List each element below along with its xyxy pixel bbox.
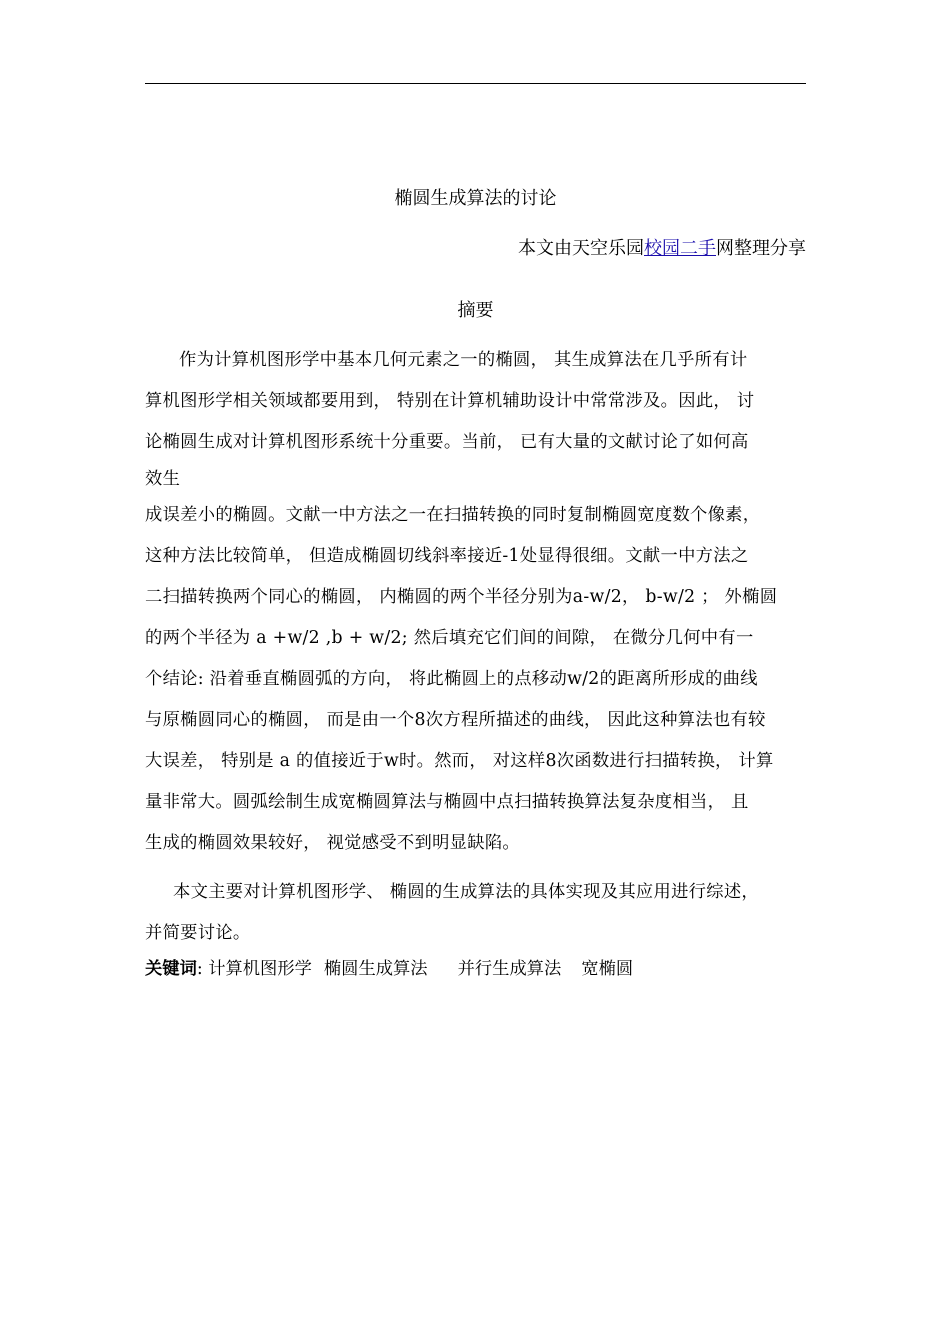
keywords-colon: :: [196, 959, 209, 979]
paragraph-line: 量非常大。圆弧绘制生成宽椭圆算法与椭圆中点扫描转换算法复杂度相当， 且: [145, 792, 749, 812]
paragraph-line: 与原椭圆同心的椭圆， 而是由一个8次方程所描述的曲线， 因此这种算法也有较: [145, 710, 766, 730]
paragraph-line: 成误差小的椭圆。文献一中方法之一在扫描转换的同时复制椭圆宽度数个像素，: [145, 505, 761, 525]
paragraph-line: 这种方法比较简单， 但造成椭圆切线斜率接近-1处显得很细。文献一中方法之: [145, 546, 749, 566]
source-line: [145, 236, 806, 262]
paragraph-line: 本文主要对计算机图形学、 椭圆的生成算法的具体实现及其应用进行综述，: [173, 882, 759, 902]
keyword: 并行生成算法: [457, 959, 562, 979]
abstract-paragraph-1: [145, 340, 806, 864]
keywords-line: [145, 954, 633, 984]
document-title: 椭圆生成算法的讨论: [394, 188, 557, 209]
paragraph-line: 效生: [145, 469, 181, 489]
paragraph-line: 个结论: 沿着垂直椭圆弧的方向， 将此椭圆上的点移动w/2的距离所形成的曲线: [145, 669, 758, 689]
keywords-label: 关键词: [145, 959, 197, 979]
abstract-paragraph-2: [145, 872, 806, 954]
paragraph-line: 的两个半径为 a +w/2 ,b + w/2; 然后填充它们间的间隙， 在微分几何中有一: [145, 628, 754, 648]
source-link[interactable]: 校园二手: [644, 238, 716, 259]
header-rule: [145, 83, 806, 84]
paragraph-line: 大误差， 特别是 a 的值接近于w时。然而， 对这样8次函数进行扫描转换， 计算: [145, 751, 774, 771]
paragraph-line: 生成的椭圆效果较好， 视觉感受不到明显缺陷。: [145, 833, 521, 853]
source-prefix: 本文由天空乐园: [518, 238, 644, 259]
paragraph-line: 作为计算机图形学中基本几何元素之一的椭圆， 其生成算法在几乎所有计: [179, 350, 748, 370]
paragraph-line: 二扫描转换两个同心的椭圆， 内椭圆的两个半径分别为a-w/2， b-w/2 ； 外椭圆: [145, 587, 778, 607]
abstract-heading: 摘要: [457, 300, 494, 321]
paragraph-line: 论椭圆生成对计算机图形系统十分重要。当前， 已有大量的文献讨论了如何高: [145, 432, 749, 452]
keyword: 计算机图形学: [208, 959, 312, 979]
paragraph-line: 算机图形学相关领域都要用到， 特别在计算机辅助设计中常常涉及。因此， 讨: [145, 391, 755, 411]
keyword: 宽椭圆: [581, 959, 634, 979]
source-suffix: 网整理分享: [716, 238, 806, 259]
keyword: 椭圆生成算法: [323, 959, 428, 979]
paragraph-line: 并简要讨论。: [145, 923, 251, 943]
